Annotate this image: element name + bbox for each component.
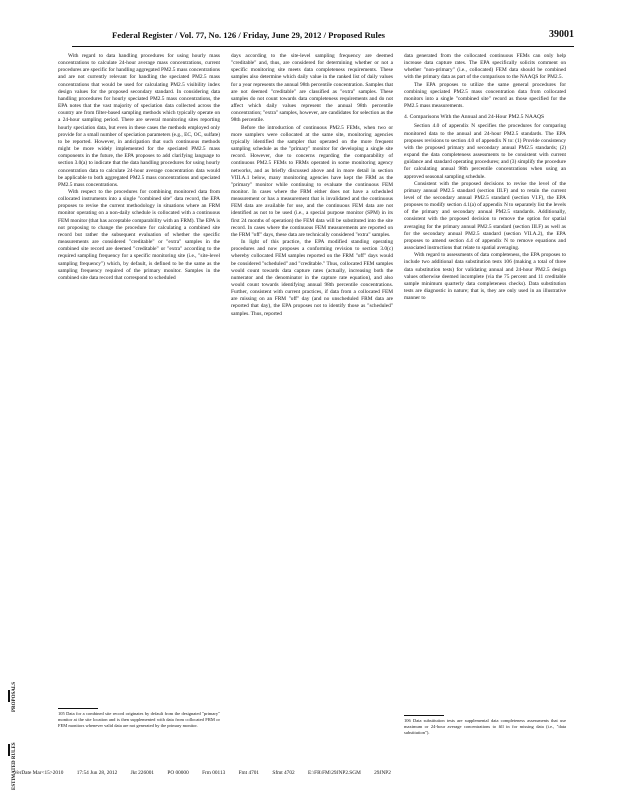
- column-2: [231, 53, 393, 753]
- paragraph: Consistent with the proposed decisions to revise the level of the primary annual PM2.5 standard (section III.F) and to retain the current level of the secondary annual PM2.5 standard (section VI.F), the EPA proposes to modify section 4.1(a) of appendix N to separately list the levels of the primary and secondary annual PM2.5 standards. Additionally, consistent with the proposed decision to remove the option for spatial averaging for the primary annual PM2.5 standard (section III.F) as well as for the secondary annual PM2.5 standard (section VII.A.2), the EPA proposes to amend section 4.4 of appendix N to remove equations and associated instructions that relate to spatial averaging.: [404, 180, 566, 252]
- margin-label-a: PROPOSALS: [12, 681, 17, 712]
- paragraph: With respect to the procedures for combining monitored data from collocated instruments into a single "combined site" data record, the EPA proposes to revise the current methodology in situations where an FRM monitor operating on a non-daily schedule is collocated with a continuous FEM monitor (that has acceptable comparability with an FRM). The EPA is not proposing to change the procedure for calculating a combined site record but rather the subsequent evaluation of whether the specific measurements are considered "creditable" or "extra" samples in the combined site record are deemed "creditable" or "extra" according to the required sampling frequency for a specific monitoring site (i.e., "site-level sampling frequency") which, by default, is defined to be the same as the sampling frequency required of the primary monitor. Samples in the combined site data record that correspond to scheduled: [58, 188, 220, 281]
- paragraph: days according to the site-level sampling frequency are deemed "creditable" and, thus, are considered for determining whether or not a specific monitoring site meets data completeness requirements. These samples also determine which daily value in the ranked list of daily values for a year represents the annual 98th percentile concentration. Samples that are not deemed "creditable" are classified as "extra" samples. These samples do not count towards data completeness requirements and do not affect which daily values represent the annual 98th percentile concentration; "extra" samples, however, are candidates for selection as the 98th percentile.: [231, 53, 393, 124]
- footer-item: Frm 00113: [202, 770, 226, 776]
- footer-item: 17:54 Jun 28, 2012: [76, 770, 118, 776]
- footer-item: PO 00000: [167, 770, 189, 776]
- margin-label-b: ESTIMATED RULES: [12, 742, 17, 790]
- print-footer: [14, 770, 599, 776]
- paragraph: With regard to data handling procedures for using hourly mass concentrations to calculate 24-hour average mass concentrations, current procedures are specific for handling aggregated PM2.5 mass concentrations and are not currently relevant for handling the speciated PM2.5 mass concentrations that would be used for calculating PM2.5 visibility index design values for the proposed secondary standard. In considering data handling procedures for hourly speciated PM2.5 mass concentrations, the EPA notes that the vast majority of speciation data collected across the country are from filter-based sampling methods which typically operate on a 24-hour sampling period. There are several monitoring sites reporting hourly speciation data, but even in these cases the methods employed only provide for a small number of speciation parameters (e.g., EC, OC, sulfate) to be reported. However, in anticipation that such continuous methods might be more widely implemented for the speciated PM2.5 mass components in the future, the EPA proposes to add clarifying language to section 3.0(a) to indicate that the data handling procedures for using hourly concentration data to calculate 24-hour average concentration data would be applicable to both aggregated PM2.5 mass concentrations and speciated PM2.5 mass concentrations.: [58, 53, 220, 188]
- footnote-rule: [404, 715, 444, 716]
- page-number: 39001: [549, 29, 574, 40]
- running-header: [72, 30, 574, 47]
- paragraph: Before the introduction of continuous PM2.5 FEMs, when two or more samplers were collocated at the same site, monitoring agencies typically identified the sampler that operated on the more frequent sampling schedule as the "primary" monitor for developing a single site record. However, due to concerns regarding the comparability of continuous PM2.5 FEMs to FRMs operated in some monitoring agency networks, and as briefly discussed above and in more detail in section VIII.A.1 below, many monitoring agencies have kept the FRM as the "primary" monitor while continuing to evaluate the continuous FEM monitor. In cases where the FRM either does not have a scheduled measurement or has a measurement that is invalidated and the continuous FEM data are available for use, and the continuous FEM data are not identified as not to be used (i.e., a special purpose monitor (SPM) in its first 24 months of operation) the FEM data will be substituted into the site record. In cases where the continuous FEM measurements are reported on the FRM "off" days, these data are technically considered "extra" samples.: [231, 124, 393, 238]
- paragraph: Section 4.0 of appendix N specifies the procedures for comparing monitored data to the annual and 24-hour PM2.5 standards. The EPA proposes revisions to section 4.0 of appendix N to: (1) Provide consistency with the proposed primary and secondary annual PM2.5 standards; (2) expand the data completeness assessments to be consistent with current guidance and standard operating procedures; and (3) simplify the procedure for calculating annual 98th percentile concentrations when using an approved seasonal sampling schedule.: [404, 123, 566, 180]
- footnote-rule: [58, 708, 98, 709]
- footer-item: Jkt 226001: [130, 770, 155, 776]
- footer-item: E:\FR\FM\29JNP2.SGM: [307, 770, 361, 776]
- text-columns: [58, 53, 574, 753]
- column-1: [58, 53, 220, 753]
- footer-item: Sfmt 4702: [272, 770, 295, 776]
- footnote-106: 106 Data substitution tests are supplemental data completeness assessments that use maximum or 24-hour average concentrations to fill in for missing data (i.e., "data substitution").: [404, 718, 566, 735]
- footer-item: 29JNP2: [374, 770, 391, 776]
- footer-item: Fmt 4701: [238, 770, 260, 776]
- paragraph: The EPA proposes to utilize the same general procedures for combining speciated PM2.5 mass concentration data from collocated monitors into a single "combined site" record as those specified for the PM2.5 mass measurements.: [404, 81, 566, 110]
- running-head-text: Federal Register / Vol. 77, No. 126 / Friday, June 29, 2012 / Proposed Rules: [112, 30, 386, 40]
- margin-mark: [8, 744, 10, 756]
- paragraph: With regard to assessments of data completeness, the EPA proposes to include two additional data substitution tests 106 (making a total of three data substitution tests) for validating annual and 24-hour PM2.5 design values otherwise deemed incomplete (via the 75 percent and 11 creditable sample minimum quarterly data completeness checks). Data substitution tests are diagnostic in nature; that is, they are only used in an illustrative manner to: [404, 252, 566, 302]
- section-heading: 4. Comparisons With the Annual and 24-Hour PM2.5 NAAQS: [404, 114, 545, 121]
- margin-mark: [8, 690, 10, 702]
- paragraph: data generated from the collocated continuous FEMs can only help increase data capture rates. The EPA specifically solicits comment on whether "non-primary" (i.e., collocated) FEM data should be combined with the primary data as part of the comparison to the NAAQS for PM2.5.: [404, 53, 566, 81]
- footnote-105: 105 Data for a combined site record originates by default from the designated "primary" monitor at the site location and is then supplemented with data from collocated FRM or FEM monitors whenever valid data are not generated by the primary monitor.: [58, 711, 220, 728]
- column-3: [404, 53, 566, 753]
- paragraph: In light of this practice, the EPA modified standing operating procedures and now proposes a conforming revision to section 3.0(c) whereby collocated FEM samples reported on the FRM "off" days would be considered "scheduled" and "creditable." Thus, collocated FEM samples would count towards data capture rates (actually, increasing both the numerator and the denominator in the capture rate equation), and also would count towards identifying annual 98th percentile concentrations. Further, consistent with current practices, if data from a collocated FEM are missing on an FRM "off" day (and no unscheduled FRM data are reported that day), the EPA proposes not to identify those as "scheduled" samples. Thus, reported: [231, 239, 393, 317]
- footer-item: VerDate Mar<15>2010: [14, 770, 64, 776]
